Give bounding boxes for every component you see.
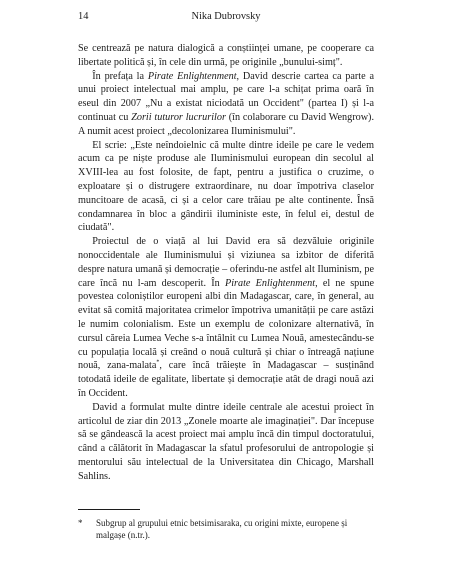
- paragraph-4: Proiectul de o viață al lui David era să dezvăluie originile nonoccidentale ale Iluminismului și viziunea sa izbitor de diferită despre natura umană și democrație – oferindu-ne astfel alt Iluminism, pe care încă nu l-am descoperit. În Pirate Enlightenment, el ne spune povestea coloniștilor europeni albi din Madagascar, care, în general, au evitat să comită majoritatea crimelor împotriva umanității pe care astăzi le numim colonialism. Este un exemplu de colonizare alternativă, în cursul căreia Lumea Veche s-a întâlnit cu Lumea Nouă, amestecându-se cu populația locală și creând o nouă cultură și chiar o întreagă națiune nouă, zana-malata*, care încă trăiește în Madagascar – susținând totodată ideile de egalitate, libertate și democrație atât de dragi nouă azi în Occident.: [78, 236, 374, 399]
- footnote-text: Subgrup al grupului etnic betsimisaraka, cu origini mixte, europene și malgașe (n.tr.).: [96, 518, 348, 541]
- paragraph-2: În prefața la Pirate Enlightenment, David descrie cartea ca parte a unui proiect intelectual mai amplu, pe care l-a schițat prima oară în eseul din 2007 „Nu a existat niciodată un Occident" (partea I) și l-a continuat cu Zorii tuturor lucrurilor (în colaborare cu David Wengrow). A numit acest proiect „decolonizarea Iluminismului".: [78, 70, 374, 137]
- page-number: 14: [78, 11, 89, 22]
- footnote-divider: [78, 509, 140, 510]
- footnote: [78, 517, 374, 541]
- book-title-pirate-enlightenment-2: Pirate Enlightenment: [224, 277, 316, 289]
- body-text: [78, 42, 374, 484]
- footnote-marker: *: [78, 518, 83, 528]
- running-title: Nika Dubrovsky: [191, 11, 261, 22]
- page-header: [78, 10, 374, 24]
- footnote-reference: *: [156, 359, 160, 366]
- book-title-zorii: Zorii tuturor lucrurilor: [131, 111, 226, 123]
- paragraph-1: Se centrează pe natura dialogică a conștiinței umane, pe cooperare ca libertate politică și, în cele din urmă, pe originile „bunului-simț".: [78, 43, 374, 68]
- paragraph-5: David a formulat multe dintre ideile centrale ale acestui proiect în articolul de ziar din 2013 „Zonele moarte ale imaginației". Dar începuse să se gândească la acest proiect mai amplu încă din timpul doctoratului, când a călătorit în Madagascar la sfatul profesorului de antropologie și mentorului său intelectual de la Universitatea din Chicago, Marshall Sahlins.: [78, 401, 374, 482]
- book-title-pirate-enlightenment: Pirate Enlightenment: [147, 70, 237, 82]
- paragraph-3: El scrie: „Este neîndoielnic că multe dintre ideile pe care le vedem acum ca pe niște produse ale Iluminismului european din secolul al XVIII-lea au fost folosite, de fapt, pentru a justifica o cruzime, o exploatare și o distrugere extraordinare, nu doar împotriva claselor muncitoare de acasă, ci și a celor care trăiau pe alte continente. Însă condamnarea în bloc a gândirii iluministe este, în felul ei, destul de ciudată".: [78, 139, 374, 234]
